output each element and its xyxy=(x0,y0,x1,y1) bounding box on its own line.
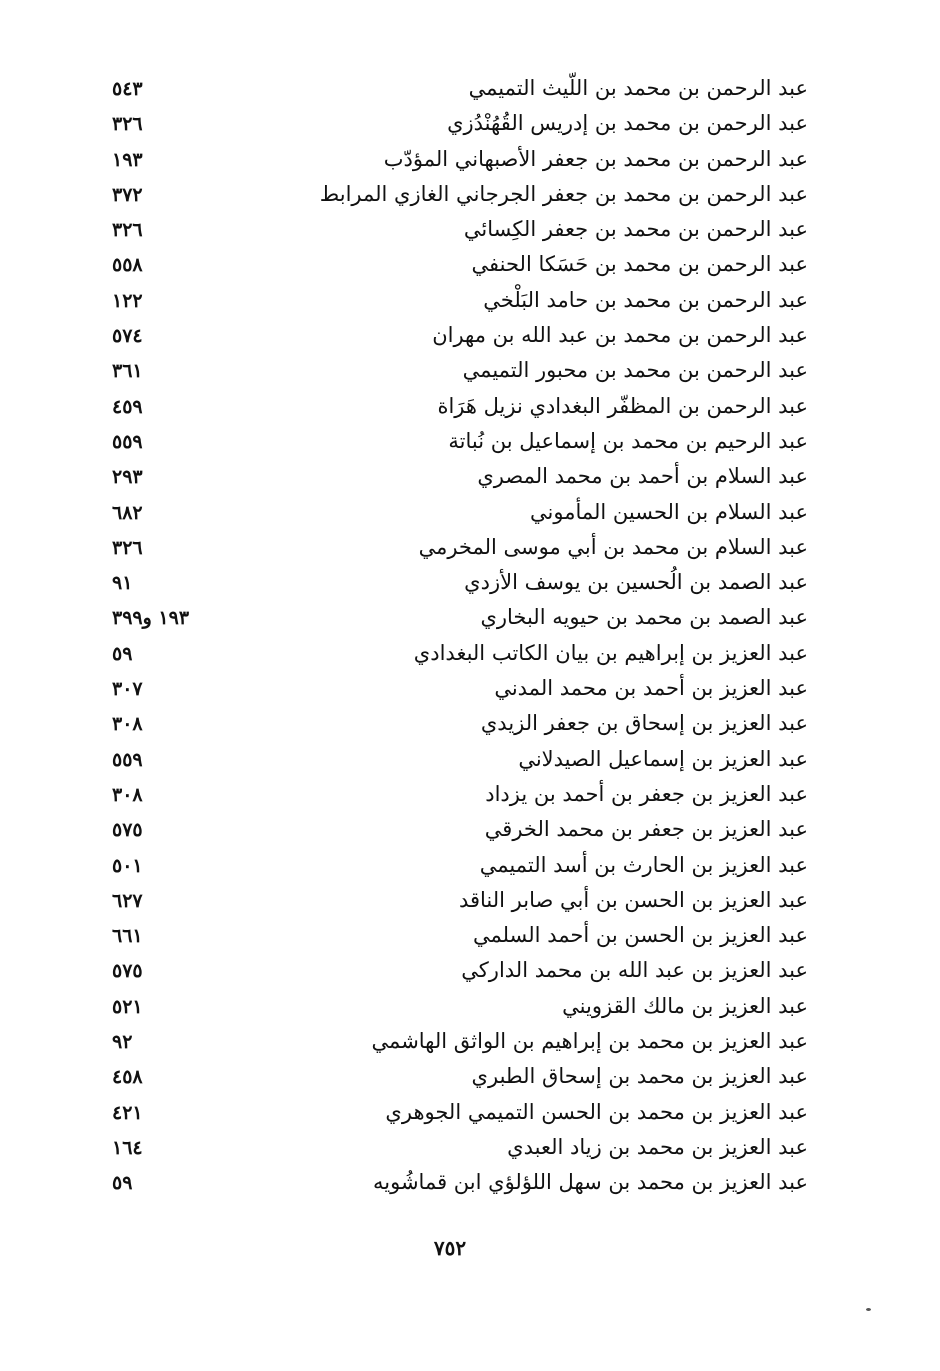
index-entry xyxy=(100,141,812,176)
entry-name: عبد الرحمن بن محمد بن اللّيث التميمي xyxy=(468,76,808,100)
entry-page-numbers: ٥٩ xyxy=(112,1172,133,1195)
index-entry xyxy=(100,564,812,599)
entry-page-numbers: ٢٩٣ xyxy=(112,466,143,489)
entry-name: عبد العزيز بن محمد بن إسحاق الطبري xyxy=(471,1064,808,1089)
entry-page-numbers: ٦٦١ xyxy=(112,925,143,948)
entry-name: عبد العزيز بن إسماعيل الصيدلاني xyxy=(518,746,808,771)
entry-page-numbers: ٦٢٧ xyxy=(112,889,143,912)
index-entry xyxy=(100,1129,812,1164)
entry-page-numbers: ١٢٢ xyxy=(112,289,143,312)
entry-name: عبد السلام بن الحسين المأموني xyxy=(530,499,808,524)
entry-page-numbers: ٦٨٢ xyxy=(112,501,143,524)
index-entry xyxy=(100,670,812,705)
index-entry xyxy=(100,882,812,917)
index-entry xyxy=(100,635,812,670)
index-entry xyxy=(100,1023,812,1058)
entry-name: عبد السلام بن أحمد بن محمد المصري xyxy=(477,464,808,489)
index-entry xyxy=(100,211,812,246)
entry-name: عبد الرحمن بن محمد بن عبد الله بن مهران xyxy=(432,323,808,348)
entry-name: عبد الرحمن بن محمد بن إدريس القُهُنْدُزي xyxy=(447,111,808,136)
index-entry xyxy=(100,70,812,105)
entry-page-numbers: ١٩٣ xyxy=(112,148,143,171)
index-entry xyxy=(100,176,812,211)
entry-page-numbers: ٣٠٨ xyxy=(112,783,143,806)
index-entry xyxy=(100,741,812,776)
index-entry xyxy=(100,1164,812,1199)
entry-name: عبد العزيز بن محمد بن إبراهيم بن الواثق الهاشمي xyxy=(371,1029,808,1054)
entry-page-numbers: ٥٧٤ xyxy=(112,325,143,348)
index-entry xyxy=(100,458,812,493)
index-entry xyxy=(100,388,812,423)
entry-page-numbers: ٥٢١ xyxy=(112,995,143,1018)
index-list xyxy=(100,70,812,1200)
entry-name: عبد الرحمن بن محمد بن حامد البَلْخي xyxy=(483,287,808,312)
index-entry xyxy=(100,847,812,882)
index-entry xyxy=(100,705,812,740)
entry-page-numbers: ٥٩ xyxy=(112,642,133,665)
entry-name: عبد الرحمن بن محمد بن جعفر الكِسائي xyxy=(463,217,808,242)
entry-name: عبد العزيز بن محمد بن سهل اللؤلؤي ابن قماشُويه xyxy=(373,1170,808,1195)
entry-name: عبد العزيز بن محمد بن الحسن التميمي الجوهري xyxy=(385,1099,808,1124)
entry-name: عبد السلام بن محمد بن أبي موسى المخرمي xyxy=(418,534,808,559)
entry-page-numbers: ٤٥٨ xyxy=(112,1066,143,1089)
entry-page-numbers: ٣٧٢ xyxy=(112,183,143,206)
entry-page-numbers: ٣٠٨ xyxy=(112,713,143,736)
entry-name: عبد العزيز بن جعفر بن محمد الخرقي xyxy=(484,817,808,842)
entry-page-numbers: ٣٠٧ xyxy=(112,678,143,701)
page-number: ٧٥٢ xyxy=(433,1236,467,1260)
entry-page-numbers: ٥٥٩ xyxy=(112,430,143,453)
entry-name: عبد العزيز بن الحارث بن أسد التميمي xyxy=(479,852,808,877)
entry-name: عبد الرحيم بن محمد بن إسماعيل بن نُباتة xyxy=(448,428,808,453)
entry-page-numbers: ٣٦١ xyxy=(112,360,143,383)
entry-page-numbers: ٥٧٥ xyxy=(112,819,143,842)
index-entry xyxy=(100,246,812,281)
ink-speck xyxy=(866,1308,871,1311)
entry-name: عبد العزيز بن محمد بن زياد العبدي xyxy=(507,1134,808,1159)
entry-name: عبد العزيز بن الحسن بن أحمد السلمي xyxy=(472,923,808,948)
entry-name: عبد الصمد بن محمد بن حيويه البخاري xyxy=(480,605,808,630)
index-entry xyxy=(100,776,812,811)
entry-name: عبد العزيز بن مالك القزويني xyxy=(562,993,808,1018)
index-entry xyxy=(100,529,812,564)
entry-page-numbers: ٤٢١ xyxy=(112,1101,143,1124)
entry-name: عبد العزيز بن عبد الله بن محمد الداركي xyxy=(461,958,808,983)
entry-name: عبد الرحمن بن محمد بن محبور التميمي xyxy=(462,358,808,383)
entry-page-numbers: ٣٢٦ xyxy=(112,219,143,242)
index-entry xyxy=(100,423,812,458)
index-entry xyxy=(100,917,812,952)
entry-page-numbers: ٣٢٦ xyxy=(112,536,143,559)
entry-page-numbers: ٥٠١ xyxy=(112,854,143,877)
entry-name: عبد العزيز بن إسحاق بن جعفر الزيدي xyxy=(480,711,808,736)
entry-name: عبد الرحمن بن المظفّر البغدادي نزيل هَرَاة xyxy=(437,393,808,418)
index-entry xyxy=(100,105,812,140)
entry-name: عبد الصمد بن الُحسين بن يوسف الأزدي xyxy=(464,570,808,595)
entry-name: عبد الرحمن بن محمد بن جعفر الأصبهاني المؤدّب xyxy=(383,146,808,171)
entry-name: عبد الرحمن بن محمد بن حَسَكا الحنفي xyxy=(471,252,808,277)
index-entry xyxy=(100,952,812,987)
entry-name: عبد العزيز بن جعفر بن أحمد بن يزداد xyxy=(485,781,808,806)
index-entry xyxy=(100,988,812,1023)
entry-page-numbers: ٥٤٣ xyxy=(112,78,143,100)
entry-name: عبد العزيز بن أحمد بن محمد المدني xyxy=(494,676,808,701)
entry-page-numbers: ٩٢ xyxy=(112,1031,133,1054)
entry-name: عبد العزيز بن الحسن بن أبي صابر الناقد xyxy=(458,887,808,912)
entry-name: عبد الرحمن بن محمد بن جعفر الجرجاني الغازي المرابط xyxy=(319,181,808,206)
entry-page-numbers: ٣٢٦ xyxy=(112,113,143,136)
entry-page-numbers: ١٩٣ و٣٩٩ xyxy=(112,607,190,630)
entry-page-numbers: ١٦٤ xyxy=(112,1136,143,1159)
index-entry xyxy=(100,352,812,387)
index-entry xyxy=(100,1058,812,1093)
index-entry xyxy=(100,317,812,352)
index-entry xyxy=(100,494,812,529)
index-entry xyxy=(100,599,812,634)
entry-page-numbers: ٥٥٨ xyxy=(112,254,143,277)
index-entry xyxy=(100,811,812,846)
entry-page-numbers: ٤٥٩ xyxy=(112,395,143,418)
entry-page-numbers: ٥٥٩ xyxy=(112,748,143,771)
entry-page-numbers: ٥٧٥ xyxy=(112,960,143,983)
entry-name: عبد العزيز بن إبراهيم بن بيان الكاتب البغدادي xyxy=(413,640,808,665)
index-entry xyxy=(100,282,812,317)
index-entry xyxy=(100,1094,812,1129)
entry-page-numbers: ٩١ xyxy=(112,572,133,595)
